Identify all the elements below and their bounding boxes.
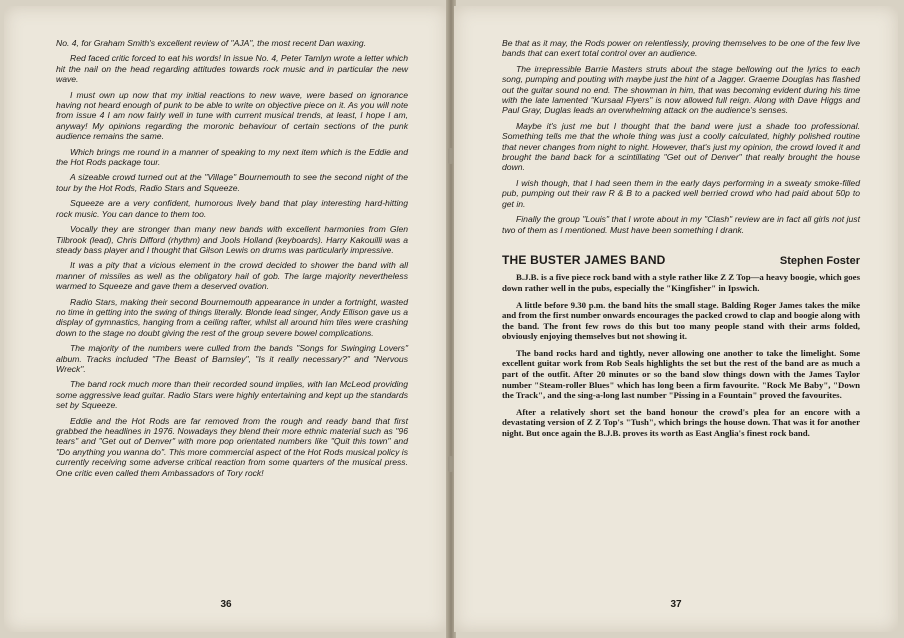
paragraph: A sizeable crowd turned out at the "Village" Bournemouth to see the second night of the tour by the Hot Rods, Radio Stars and Squeeze. (56, 172, 408, 193)
paragraph: Eddie and the Hot Rods are far removed from the rough and ready band that first grabbed the headlines in 1976. Nowadays they blend their more ethnic material such as "96 tears" and "Get out of Denver" with more pop orientated numbers like "Quit this town" and "Do anything you wanna do". This more commercial aspect of the Hot Rods musical policy is currently receiving some adverse critical reaction from some quarters of the musical press. One critic even called them Ambassadors of Tory rock! (56, 415, 408, 478)
paragraph: The majority of the numbers were culled from the bands "Songs for Swinging Lovers" album. Tracks included "The Beast of Barnsley", "Is it really necessary?" and "Nervous Wreck". (56, 343, 408, 374)
paragraph: Radio Stars, making their second Bournemouth appearance in under a fortnight, wasted no time in getting into the swing of things literally. Blonde lead singer, Andy Ellison gave us a display of gymnastics, hanging from a ceiling rafter, whilst all around him tiles were crashing down to the stage no doubt giving the rest of the group severe bowel complications. (56, 296, 408, 338)
paragraph: Red faced critic forced to eat his words! In issue No. 4, Peter Tamlyn wrote a letter which hit the nail on the head regarding attitudes towards rock music and in particular the new wave. (56, 53, 408, 85)
paragraph: Squeeze are a very confident, humorous lively band that play interesting hard-hitting rock music. You can dance to them too. (56, 198, 408, 219)
paragraph: The band rocks hard and tightly, never allowing one another to take the limelight. Some excellent guitar work from Rob Seals highlights the set but the rest of the band are as much a part of the outfit. After 20 minutes or so the band slow things down with the James Taylor number "Steam-roller Blues" which has long been a firm favourite. "Rock Me Baby", "Down the Track", and the sing-a-long last number "Pissing in a Fountain" proved the favourites. (502, 347, 860, 401)
right-column-paragraphs (502, 38, 860, 235)
paragraph: After a relatively short set the band honour the crowd's plea for an encore with a devastating version of Z Z Top's "Tush", which brings the house down. That was it for another night. But once again the B.J.B. proves its worth as East Anglia's finest rock band. (502, 406, 860, 439)
paragraph: The irrepressible Barrie Masters struts about the stage bellowing out the lyrics to each song, pumping and pouting with maybe just the hint of a Jagger. Graeme Douglas has flashed out the guitar sound no end. The showman in him, that was becoming evident during his time with the late lamented "Kursaal Flyers" is now allowed full reign. Along with Dave Higgs and Paul Gray, Duglas leads an overwhelming attack on the audience's senses. (502, 63, 860, 116)
page-number-right: 37 (670, 599, 682, 610)
review-heading (502, 252, 860, 267)
paragraph: A little before 9.30 p.m. the band hits the small stage. Balding Roger James takes the mike and from the first number onwards encourages the packed crowd to clap and boogie along with the band. The front few rows do this but too many people stand with their arms folded, obviously enjoying themselves but not showing it. (502, 299, 860, 342)
paragraph: I must own up now that my initial reactions to new wave, were based on ignorance having not heard enough of punk to be able to write on objective piece on it. As you will note from issue 4 I am now fairly well in tune with current musical trends, at least, I hope I am, anyway! My opinions regarding the moronic behaviour of certain sections of the punk audience remains the same. (56, 89, 408, 142)
paragraph: It was a pity that a vicious element in the crowd decided to shower the band with all manner of missiles as well as the obligatory hail of gob. The large majority nevertheless warmed to Squeeze and gave them a deserved ovation. (56, 260, 408, 292)
staple-bottom (448, 456, 453, 472)
paragraph: Maybe it's just me but I thought that the band were just a shade too professional. Something tells me that the whole thing was just a coolly calculated, highly polished routine that never changes from night to night. However, that's just my opinion, the crowd loved it and brought the band back for a scintillating "Get out of Denver" that really brought the house down. (502, 120, 860, 173)
staple-top (448, 148, 453, 164)
left-page (4, 6, 448, 632)
review-title: THE BUSTER JAMES BAND (502, 252, 666, 267)
page-number-left: 36 (220, 599, 232, 610)
paragraph: Finally the group "Louis" that I wrote about in my "Clash" review are in fact all girls not just two of them as I mentioned. Must have been something I drank. (502, 214, 860, 235)
paragraph: Be that as it may, the Rods power on relentlessly, proving themselves to be one of the few live bands that can exert total control over an audience. (502, 38, 860, 59)
paragraph: B.J.B. is a five piece rock band with a style rather like Z Z Top—a heavy boogie, which goes down rather well in the pubs, especially the "Kingfisher" in Ipswich. (502, 272, 860, 293)
right-text-column (502, 38, 860, 445)
review-body (502, 272, 860, 438)
paragraph: Vocally they are stronger than many new bands with excellent harmonies from Glen Tilbrook (lead), Chris Difford (rhythm) and Jools Holland (keyboards). Harry Kakouilli was a steady bass player and I thought that Gilson Lewis on drums was particularly impressive. (56, 224, 408, 255)
paragraph: No. 4, for Graham Smith's excellent review of "AJA", the most recent Dan waxing. (56, 38, 367, 48)
left-text-column (56, 38, 408, 483)
right-page (454, 6, 898, 632)
paragraph: Which brings me round in a manner of speaking to my next item which is the Eddie and the Hot Rods package tour. (56, 146, 408, 168)
paragraph: The band rock much more than their recorded sound implies, with Ian McLeod providing some aggressive lead guitar. Radio Stars were highly entertaining and kept up the standards set by Squeeze. (56, 379, 408, 411)
review-author: Stephen Foster (779, 254, 860, 267)
paragraph: I wish though, that I had seen them in the early days performing in a sweaty smoke-filled pub, pumping out their raw R & B to a packed well berried crowd who had paid about 50p to get in. (502, 177, 860, 209)
